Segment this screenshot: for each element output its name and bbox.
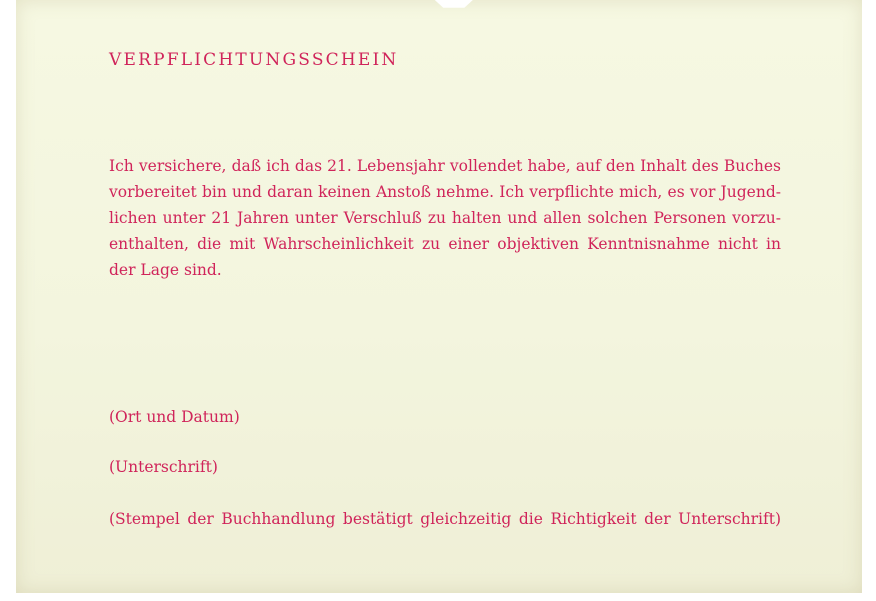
commitment-card xyxy=(16,0,862,593)
declaration-text xyxy=(109,153,781,283)
declaration-line: enthalten, die mit Wahrscheinlichkeit zu einer objektiven Kenntnisnahme nicht in xyxy=(109,235,781,253)
place-date-field: (Ort und Datum) xyxy=(109,408,240,426)
declaration-line: der Lage sind. xyxy=(109,261,222,279)
signature-field: (Unterschrift) xyxy=(109,458,218,476)
declaration-line: lichen unter 21 Jahren unter Verschluß zu halten und allen solchen Personen vorzu- xyxy=(109,209,781,227)
declaration-line: Ich versichere, daß ich das 21. Lebensjahr vollendet habe, auf den Inhalt des Buches xyxy=(109,157,781,175)
declaration-line: vorbereitet bin und daran keinen Anstoß nehme. Ich verpflichte mich, es vor Jugend- xyxy=(109,183,781,201)
stamp-field: (Stempel der Buchhandlung bestätigt gleichzeitig die Richtigkeit der Unterschrift) xyxy=(109,510,781,528)
document-title: VERPFLICHTUNGSSCHEIN xyxy=(109,50,399,70)
